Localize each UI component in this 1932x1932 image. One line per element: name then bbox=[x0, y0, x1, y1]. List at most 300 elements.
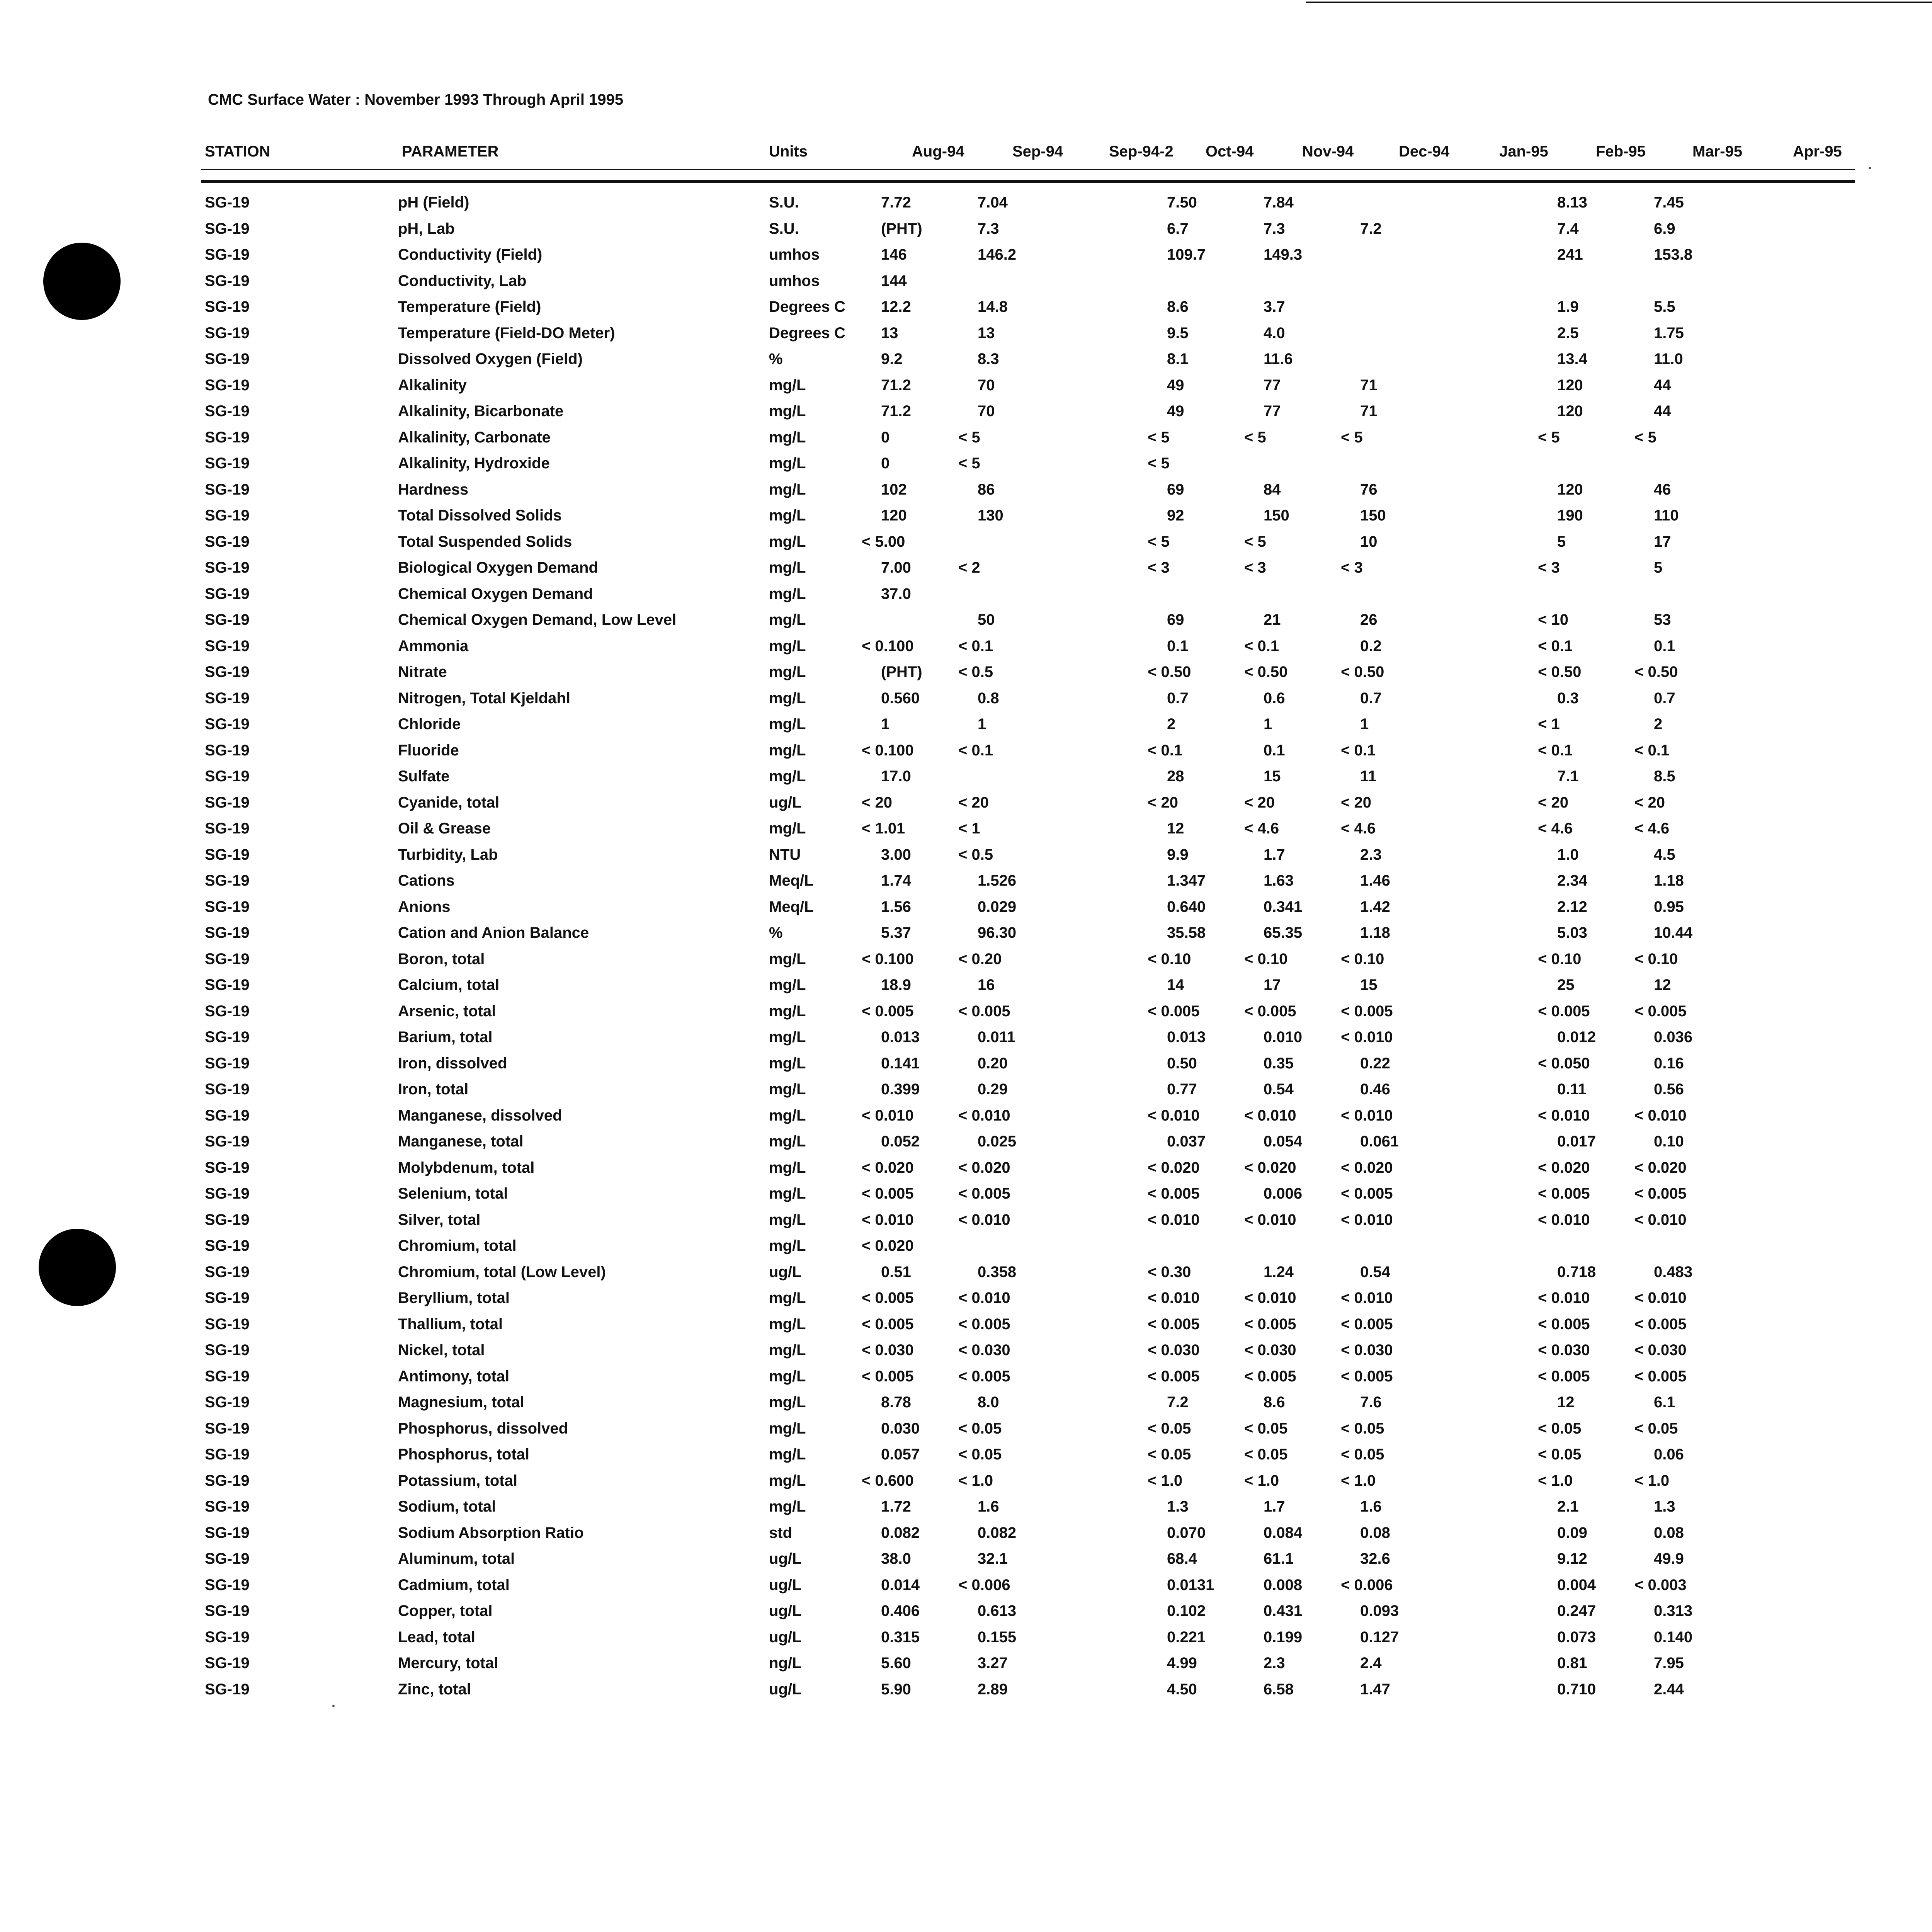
cell-units: mg/L bbox=[769, 1446, 806, 1463]
cell-units: mg/L bbox=[769, 716, 806, 733]
cell-value: < 20 bbox=[1634, 794, 1665, 811]
cell-value: 7.50 bbox=[1167, 194, 1197, 211]
header-month: Oct-94 bbox=[1206, 143, 1254, 160]
cell-value: 0.54 bbox=[1360, 1263, 1390, 1281]
cell-value: 109.7 bbox=[1167, 246, 1206, 263]
cell-value: 77 bbox=[1264, 403, 1281, 420]
cell-value: 9.2 bbox=[881, 350, 903, 367]
cell-value: < 0.05 bbox=[958, 1420, 1002, 1437]
cell-units: mg/L bbox=[769, 1315, 806, 1333]
cell-units: mg/L bbox=[769, 1367, 806, 1385]
cell-value: < 0.005 bbox=[1634, 1315, 1687, 1333]
cell-value: 0.199 bbox=[1264, 1628, 1303, 1646]
cell-station: SG-19 bbox=[205, 663, 250, 680]
cell-value: 1.46 bbox=[1360, 872, 1390, 889]
cell-units: mg/L bbox=[769, 663, 806, 680]
cell-value: 3.7 bbox=[1264, 298, 1285, 315]
cell-units: S.U. bbox=[769, 220, 799, 237]
table-row bbox=[0, 455, 1932, 478]
cell-value: < 0.005 bbox=[1538, 1185, 1590, 1202]
cell-parameter: Lead, total bbox=[398, 1628, 476, 1646]
cell-value: < 0.010 bbox=[1244, 1211, 1296, 1228]
cell-parameter: Iron, dissolved bbox=[398, 1054, 507, 1072]
cell-value: 77 bbox=[1264, 376, 1281, 394]
cell-value: 4.0 bbox=[1264, 324, 1285, 342]
cell-value: 7.6 bbox=[1360, 1394, 1382, 1411]
cell-value: 1.7 bbox=[1264, 1498, 1285, 1515]
cell-value: < 4.6 bbox=[1634, 820, 1670, 837]
cell-value: 37.0 bbox=[881, 585, 911, 602]
cell-value: 7.95 bbox=[1654, 1655, 1684, 1672]
cell-value: < 1 bbox=[958, 820, 980, 837]
cell-parameter: Aluminum, total bbox=[398, 1550, 515, 1567]
cell-value: 0.406 bbox=[881, 1602, 920, 1619]
cell-value: 0.483 bbox=[1654, 1263, 1693, 1281]
cell-value: 110 bbox=[1654, 507, 1679, 524]
table-row bbox=[0, 429, 1932, 452]
cell-value: 1.3 bbox=[1654, 1498, 1675, 1515]
cell-value: 2 bbox=[1167, 716, 1176, 733]
cell-value: < 3 bbox=[1148, 559, 1170, 576]
cell-parameter: Chromium, total bbox=[398, 1237, 517, 1254]
cell-station: SG-19 bbox=[205, 324, 250, 342]
cell-value: < 1 bbox=[1538, 716, 1560, 733]
cell-parameter: Alkalinity, Hydroxide bbox=[398, 455, 550, 472]
cell-units: Meq/L bbox=[769, 872, 814, 889]
cell-value: 5.03 bbox=[1557, 924, 1587, 941]
cell-value: 17 bbox=[1654, 533, 1671, 550]
cell-value: < 4.6 bbox=[1244, 820, 1279, 837]
cell-value: < 0.1 bbox=[1148, 742, 1183, 759]
cell-value: 26 bbox=[1360, 611, 1378, 628]
cell-value: < 0.010 bbox=[862, 1211, 914, 1228]
cell-parameter: Potassium, total bbox=[398, 1472, 517, 1489]
cell-value: 0.640 bbox=[1167, 898, 1206, 915]
cell-value: 11.6 bbox=[1264, 350, 1293, 367]
cell-value: 0.3 bbox=[1557, 689, 1579, 707]
cell-value: < 2 bbox=[958, 559, 980, 576]
cell-value: 96.30 bbox=[978, 924, 1017, 941]
cell-station: SG-19 bbox=[205, 585, 250, 602]
cell-parameter: Temperature (Field-DO Meter) bbox=[398, 324, 615, 342]
cell-value: < 0.10 bbox=[1148, 950, 1191, 968]
cell-value: < 5 bbox=[958, 429, 980, 446]
cell-units: mg/L bbox=[769, 611, 806, 628]
cell-value: < 0.003 bbox=[1634, 1576, 1687, 1594]
table-row bbox=[0, 898, 1932, 922]
cell-parameter: pH (Field) bbox=[398, 194, 469, 211]
cell-parameter: Nitrate bbox=[398, 663, 447, 680]
cell-value: 69 bbox=[1167, 481, 1184, 498]
cell-value: < 0.010 bbox=[958, 1107, 1010, 1124]
cell-value: 0.56 bbox=[1654, 1081, 1684, 1098]
cell-station: SG-19 bbox=[205, 1472, 250, 1489]
cell-parameter: Manganese, dissolved bbox=[398, 1107, 562, 1124]
header-month: Aug-94 bbox=[912, 143, 964, 160]
cell-value: < 0.05 bbox=[1148, 1446, 1191, 1463]
cell-value: 0.221 bbox=[1167, 1628, 1206, 1646]
cell-value: < 5 bbox=[1634, 429, 1656, 446]
header-station: STATION bbox=[205, 143, 270, 160]
cell-value: 0.06 bbox=[1654, 1446, 1684, 1463]
cell-value: < 0.020 bbox=[1148, 1159, 1200, 1176]
cell-parameter: Cyanide, total bbox=[398, 794, 500, 811]
cell-value: 8.3 bbox=[978, 350, 999, 367]
cell-value: 120 bbox=[1557, 481, 1583, 498]
cell-value: 50 bbox=[978, 611, 995, 628]
cell-parameter: Conductivity (Field) bbox=[398, 246, 543, 263]
cell-value: 12 bbox=[1167, 820, 1184, 837]
header-month: Jan-95 bbox=[1499, 143, 1548, 160]
cell-value: < 0.010 bbox=[1538, 1211, 1590, 1228]
cell-value: 0.127 bbox=[1360, 1628, 1399, 1646]
cell-value: < 0.010 bbox=[1148, 1289, 1200, 1306]
table-row bbox=[0, 1003, 1932, 1026]
cell-value: < 0.50 bbox=[1148, 663, 1191, 680]
cell-value: < 20 bbox=[958, 794, 989, 811]
cell-value: 61.1 bbox=[1264, 1550, 1294, 1567]
cell-value: < 5 bbox=[1244, 533, 1266, 550]
cell-value: < 0.30 bbox=[1148, 1263, 1191, 1281]
cell-value: < 0.005 bbox=[1244, 1367, 1296, 1385]
cell-value: < 0.010 bbox=[1244, 1107, 1296, 1124]
cell-value: 15 bbox=[1264, 768, 1281, 785]
cell-value: 11.0 bbox=[1654, 350, 1683, 367]
cell-value: 0.710 bbox=[1557, 1680, 1596, 1698]
cell-value: 120 bbox=[1557, 376, 1583, 394]
cell-value: 8.5 bbox=[1654, 768, 1675, 785]
cell-station: SG-19 bbox=[205, 272, 250, 289]
cell-units: mg/L bbox=[769, 1133, 806, 1150]
top-edge-line bbox=[1306, 2, 1932, 3]
table-row bbox=[0, 298, 1932, 321]
cell-value: 0.11 bbox=[1557, 1081, 1587, 1098]
table-row bbox=[0, 794, 1932, 817]
table-row bbox=[0, 1420, 1932, 1443]
table-row bbox=[0, 1655, 1932, 1678]
table-row bbox=[0, 976, 1932, 1000]
cell-units: Degrees C bbox=[769, 298, 845, 315]
table-row bbox=[0, 1472, 1932, 1495]
cell-value: 0.0131 bbox=[1167, 1576, 1214, 1594]
cell-station: SG-19 bbox=[205, 533, 250, 550]
cell-value: < 0.10 bbox=[1538, 950, 1582, 968]
cell-station: SG-19 bbox=[205, 1550, 250, 1567]
cell-value: 7.3 bbox=[1264, 220, 1285, 237]
cell-value: < 1.0 bbox=[1148, 1472, 1183, 1489]
cell-station: SG-19 bbox=[205, 1655, 250, 1672]
cell-value: < 0.1 bbox=[1538, 637, 1573, 655]
table-row bbox=[0, 846, 1932, 869]
table-row bbox=[0, 1133, 1932, 1156]
cell-value: < 0.005 bbox=[1148, 1315, 1200, 1333]
cell-value: 1.63 bbox=[1264, 872, 1294, 889]
cell-value: < 0.005 bbox=[1634, 1002, 1687, 1020]
cell-units: ug/L bbox=[769, 1550, 802, 1567]
cell-value: < 0.010 bbox=[1538, 1107, 1590, 1124]
cell-value: 2.3 bbox=[1360, 846, 1382, 863]
cell-parameter: Dissolved Oxygen (Field) bbox=[398, 350, 583, 367]
cell-units: ug/L bbox=[769, 1263, 802, 1281]
cell-value: < 4.6 bbox=[1341, 820, 1376, 837]
cell-value: < 3 bbox=[1538, 559, 1560, 576]
cell-value: < 0.20 bbox=[958, 950, 1002, 968]
cell-value: 1 bbox=[978, 716, 986, 733]
cell-units: umhos bbox=[769, 246, 820, 263]
cell-value: 8.6 bbox=[1264, 1394, 1285, 1411]
cell-value: < 0.020 bbox=[1538, 1159, 1590, 1176]
cell-value: < 5 bbox=[1538, 429, 1560, 446]
cell-value: 71.2 bbox=[881, 376, 911, 394]
cell-parameter: Chromium, total (Low Level) bbox=[398, 1263, 606, 1281]
cell-value: 10.44 bbox=[1654, 924, 1693, 941]
cell-value: 0.012 bbox=[1557, 1029, 1596, 1046]
cell-units: mg/L bbox=[769, 533, 806, 550]
cell-value: < 20 bbox=[1341, 794, 1371, 811]
cell-parameter: Total Suspended Solids bbox=[398, 533, 572, 550]
cell-value: < 0.05 bbox=[1538, 1420, 1582, 1437]
cell-value: < 0.100 bbox=[862, 950, 914, 968]
cell-value: 0.006 bbox=[1264, 1185, 1303, 1202]
cell-value: 92 bbox=[1167, 507, 1184, 524]
cell-value: < 1.0 bbox=[1538, 1472, 1573, 1489]
cell-value: 11 bbox=[1360, 768, 1377, 785]
cell-parameter: Phosphorus, total bbox=[398, 1446, 529, 1463]
table-row bbox=[0, 481, 1932, 504]
cell-units: Degrees C bbox=[769, 324, 845, 342]
cell-value: < 0.1 bbox=[1244, 637, 1279, 655]
table-row bbox=[0, 507, 1932, 530]
cell-value: 12 bbox=[1557, 1394, 1575, 1411]
header-month: Mar-95 bbox=[1692, 143, 1742, 160]
cell-station: SG-19 bbox=[205, 1628, 250, 1646]
cell-value: 7.45 bbox=[1654, 194, 1684, 211]
cell-value: 17.0 bbox=[881, 768, 911, 785]
cell-value: 0.358 bbox=[978, 1263, 1017, 1281]
cell-value: < 0.030 bbox=[1148, 1342, 1200, 1359]
cell-value: 0.7 bbox=[1360, 689, 1382, 707]
cell-units: mg/L bbox=[769, 1420, 806, 1437]
cell-value: 6.1 bbox=[1654, 1394, 1675, 1411]
cell-value: < 0.020 bbox=[1341, 1159, 1393, 1176]
cell-value: < 0.010 bbox=[1634, 1289, 1687, 1306]
cell-parameter: Chemical Oxygen Demand bbox=[398, 585, 593, 602]
cell-value: 7.04 bbox=[978, 194, 1008, 211]
cell-parameter: Zinc, total bbox=[398, 1680, 471, 1698]
cell-value: 190 bbox=[1557, 507, 1583, 524]
cell-value: 0.030 bbox=[881, 1420, 920, 1437]
cell-parameter: Oil & Grease bbox=[398, 820, 491, 837]
cell-value: 28 bbox=[1167, 768, 1184, 785]
cell-value: 35.58 bbox=[1167, 924, 1206, 941]
cell-value: 0.084 bbox=[1264, 1524, 1303, 1541]
cell-station: SG-19 bbox=[205, 1602, 250, 1619]
cell-value: 84 bbox=[1264, 481, 1281, 498]
cell-value: 0.399 bbox=[881, 1081, 920, 1098]
cell-value: 46 bbox=[1654, 481, 1671, 498]
cell-parameter: Cadmium, total bbox=[398, 1576, 510, 1594]
cell-value: < 0.10 bbox=[1341, 950, 1384, 968]
cell-units: mg/L bbox=[769, 403, 806, 420]
cell-value: 5.60 bbox=[881, 1655, 911, 1672]
table-row bbox=[0, 638, 1932, 661]
cell-parameter: Antimony, total bbox=[398, 1367, 510, 1385]
cell-units: mg/L bbox=[769, 1054, 806, 1072]
cell-value: 9.5 bbox=[1167, 324, 1189, 342]
cell-value: < 0.005 bbox=[1538, 1315, 1590, 1333]
cell-value: 0.008 bbox=[1264, 1576, 1303, 1594]
cell-value: 1.0 bbox=[1557, 846, 1579, 863]
cell-station: SG-19 bbox=[205, 1159, 250, 1176]
cell-value: 1.18 bbox=[1654, 872, 1684, 889]
cell-value: 0.1 bbox=[1264, 742, 1285, 759]
cell-value: 0.013 bbox=[881, 1029, 920, 1046]
table-row bbox=[0, 403, 1932, 426]
table-row bbox=[0, 1524, 1932, 1548]
cell-station: SG-19 bbox=[205, 716, 250, 733]
cell-units: mg/L bbox=[769, 1107, 806, 1124]
cell-value: < 1.0 bbox=[1634, 1472, 1670, 1489]
cell-units: mg/L bbox=[769, 559, 806, 576]
cell-value: < 0.010 bbox=[1341, 1289, 1393, 1306]
cell-value: 1 bbox=[1264, 716, 1272, 733]
cell-value: 0.057 bbox=[881, 1446, 920, 1463]
cell-value: 0.613 bbox=[978, 1602, 1017, 1619]
cell-parameter: Manganese, total bbox=[398, 1133, 524, 1150]
table-row bbox=[0, 1264, 1932, 1287]
cell-value: 69 bbox=[1167, 611, 1184, 628]
cell-value: 44 bbox=[1654, 403, 1671, 420]
cell-value: < 0.010 bbox=[1148, 1107, 1200, 1124]
cell-station: SG-19 bbox=[205, 455, 250, 472]
header-rule-thin bbox=[201, 169, 1855, 170]
cell-parameter: Calcium, total bbox=[398, 976, 500, 993]
cell-value: 0.073 bbox=[1557, 1628, 1596, 1646]
table-row bbox=[0, 1498, 1932, 1521]
cell-value: 0.718 bbox=[1557, 1263, 1596, 1281]
cell-station: SG-19 bbox=[205, 559, 250, 576]
header-units: Units bbox=[769, 143, 808, 160]
cell-units: mg/L bbox=[769, 481, 806, 498]
cell-units: ng/L bbox=[769, 1655, 802, 1672]
cell-value: 0.08 bbox=[1360, 1524, 1390, 1541]
cell-value: 0.50 bbox=[1167, 1054, 1197, 1072]
cell-value: < 0.05 bbox=[1341, 1420, 1384, 1437]
table-row bbox=[0, 272, 1932, 296]
cell-parameter: Iron, total bbox=[398, 1081, 469, 1098]
cell-value: 71 bbox=[1360, 403, 1378, 420]
cell-value: 1.347 bbox=[1167, 872, 1206, 889]
cell-value: 0.054 bbox=[1264, 1133, 1303, 1150]
cell-value: < 0.005 bbox=[1538, 1367, 1590, 1385]
table-row bbox=[0, 220, 1932, 243]
cell-value: < 0.030 bbox=[1634, 1342, 1687, 1359]
cell-station: SG-19 bbox=[205, 1367, 250, 1385]
cell-value: 0.140 bbox=[1654, 1628, 1693, 1646]
cell-value: < 0.05 bbox=[1148, 1420, 1191, 1437]
cell-value: 1.47 bbox=[1360, 1680, 1390, 1698]
cell-value: < 0.05 bbox=[1244, 1446, 1288, 1463]
cell-station: SG-19 bbox=[205, 1680, 250, 1698]
cell-value: 3.00 bbox=[881, 846, 911, 863]
cell-value: 15 bbox=[1360, 976, 1378, 993]
cell-value: 1.9 bbox=[1557, 298, 1579, 315]
header-month: Apr-95 bbox=[1793, 143, 1842, 160]
cell-value: < 0.005 bbox=[862, 1315, 914, 1333]
cell-value: < 0.1 bbox=[1634, 742, 1670, 759]
cell-value: < 0.010 bbox=[1634, 1211, 1687, 1228]
cell-value: 7.84 bbox=[1264, 194, 1294, 211]
cell-value: < 0.030 bbox=[1244, 1342, 1296, 1359]
cell-value: < 0.010 bbox=[958, 1289, 1010, 1306]
cell-units: mg/L bbox=[769, 1342, 806, 1359]
cell-value: < 0.05 bbox=[1634, 1420, 1678, 1437]
cell-value: 120 bbox=[1557, 403, 1583, 420]
cell-station: SG-19 bbox=[205, 1315, 250, 1333]
table-row bbox=[0, 716, 1932, 739]
cell-value: 70 bbox=[978, 403, 995, 420]
cell-units: ug/L bbox=[769, 794, 802, 811]
cell-value: < 20 bbox=[862, 794, 892, 811]
cell-value: < 0.010 bbox=[1341, 1029, 1393, 1046]
cell-value: 1.6 bbox=[978, 1498, 999, 1515]
cell-value: 1.7 bbox=[1264, 846, 1285, 863]
cell-value: 149.3 bbox=[1264, 246, 1303, 263]
cell-value: 21 bbox=[1264, 611, 1281, 628]
table-row bbox=[0, 325, 1932, 348]
cell-value: 8.1 bbox=[1167, 350, 1189, 367]
header-parameter: PARAMETER bbox=[402, 143, 499, 160]
cell-value: 0.8 bbox=[978, 689, 999, 707]
cell-value: < 0.005 bbox=[958, 1002, 1010, 1020]
cell-value: < 0.05 bbox=[1538, 1446, 1582, 1463]
cell-units: mg/L bbox=[769, 742, 806, 759]
cell-parameter: Hardness bbox=[398, 481, 469, 498]
cell-value: < 0.020 bbox=[958, 1159, 1010, 1176]
cell-units: umhos bbox=[769, 272, 820, 289]
cell-value: 71.2 bbox=[881, 403, 911, 420]
cell-value: 0.6 bbox=[1264, 689, 1285, 707]
cell-station: SG-19 bbox=[205, 689, 250, 707]
cell-parameter: Silver, total bbox=[398, 1211, 481, 1228]
cell-value: < 0.005 bbox=[1634, 1185, 1687, 1202]
cell-parameter: Molybdenum, total bbox=[398, 1159, 535, 1176]
cell-parameter: Selenium, total bbox=[398, 1185, 508, 1202]
cell-value: 6.58 bbox=[1264, 1680, 1294, 1698]
cell-parameter: Boron, total bbox=[398, 950, 485, 968]
cell-value: 0.54 bbox=[1264, 1081, 1294, 1098]
cell-value: < 4.6 bbox=[1538, 820, 1573, 837]
cell-value: 0.004 bbox=[1557, 1576, 1596, 1594]
cell-value: 7.00 bbox=[881, 559, 911, 576]
cell-value: < 0.005 bbox=[958, 1367, 1010, 1385]
cell-value: 0.313 bbox=[1654, 1602, 1693, 1619]
cell-value: 17 bbox=[1264, 976, 1281, 993]
cell-value: 32.1 bbox=[978, 1550, 1008, 1567]
cell-value: < 0.005 bbox=[1341, 1002, 1393, 1020]
cell-value: 5.37 bbox=[881, 924, 911, 941]
cell-value: < 0.010 bbox=[862, 1107, 914, 1124]
cell-value: 1 bbox=[1360, 716, 1369, 733]
cell-units: % bbox=[769, 924, 783, 941]
cell-value: 4.50 bbox=[1167, 1680, 1197, 1698]
cell-station: SG-19 bbox=[205, 1446, 250, 1463]
cell-value: 0.010 bbox=[1264, 1029, 1303, 1046]
cell-station: SG-19 bbox=[205, 1107, 250, 1124]
table-row bbox=[0, 690, 1932, 713]
cell-value: 71 bbox=[1360, 376, 1378, 394]
table-row bbox=[0, 1342, 1932, 1365]
